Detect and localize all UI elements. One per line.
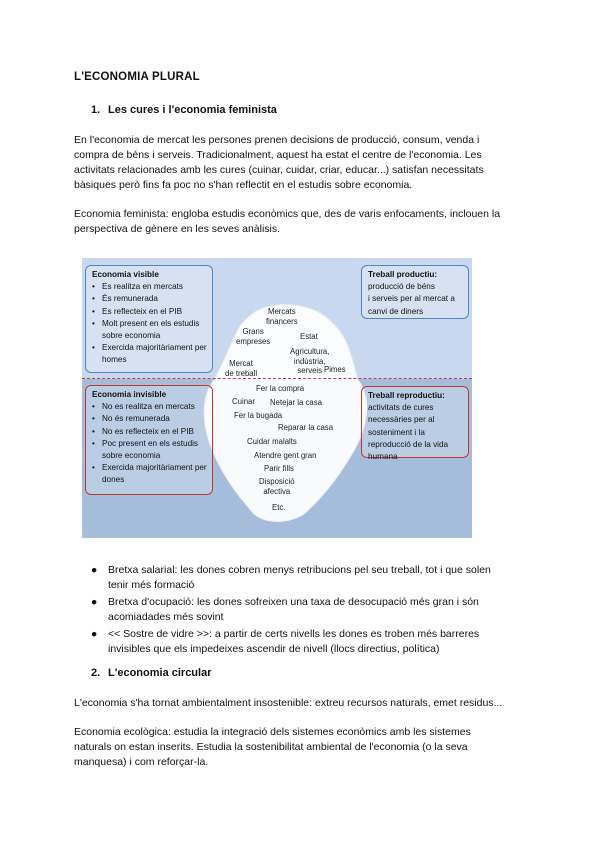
text-line: activitats de cures: [368, 403, 434, 413]
list-item: [91, 595, 531, 625]
list-item: [91, 563, 531, 593]
label-reparar: Reparar la casa: [278, 423, 334, 432]
list-item: • Exercida majoritàriament per homes: [92, 342, 207, 366]
label-cuinar: Cuinar: [232, 397, 255, 406]
text-line: producció de béns: [368, 282, 435, 292]
label-mercat-treball: [225, 359, 257, 378]
text-line: necessàries per al: [368, 415, 435, 425]
text-line: En l'economia de mercat les persones prenen decisions de producció, consum, venda i: [74, 134, 480, 146]
section-number: 2.: [91, 667, 101, 679]
text-line: << Sostre de vidre >>: a partir de certs nivells les dones es troben més barreres: [108, 628, 480, 640]
label-parir-fills: Parir fills: [264, 464, 294, 473]
text-line: Economia ecològica: estudia la integració dels sistemes econòmics amb les sistemes: [74, 726, 471, 738]
list-item: • No és remunerada: [92, 413, 207, 425]
text-line: tenir més formació: [108, 579, 195, 591]
list-item: • És remunerada: [92, 293, 207, 305]
paragraph-ecological-economy: [74, 725, 534, 770]
label-line: de treball: [225, 368, 258, 378]
text-line: reproducció de la vida: [368, 439, 449, 449]
document-title: L'ECONOMIA PLURAL: [74, 71, 200, 83]
paragraph-market-economy: [74, 133, 534, 193]
text-line: invisibles que els impedeixes ascendir de nivell (llocs directius, política): [108, 643, 440, 655]
label-etc: Etc.: [272, 503, 286, 512]
paragraph-unsustainable: [74, 696, 534, 711]
section-title: L'economia circular: [108, 667, 212, 679]
label-fer-la-compra: Fer la compra: [256, 384, 305, 393]
bullet-icon: ●: [91, 628, 98, 640]
box-title: Economia visible: [92, 270, 159, 279]
bullet-icon: ●: [91, 596, 98, 608]
list-item: • Es reflecteix en el PIB: [92, 306, 207, 318]
bullet-list: [91, 563, 531, 659]
text-line: Bretxa salarial: les dones cobren menys retribucions pel seu treball, tot i que solen: [108, 564, 491, 576]
text-line: L'economia s'ha tornat ambientalment insostenible: extreu recursos naturals, emet residus...: [74, 697, 503, 709]
text-line: compra de béns i serveis. Tradicionalment, aquest ha estat el centre de l'economia. Les: [74, 149, 482, 161]
label-line: afectiva: [263, 486, 291, 496]
list-item: • Exercida majoritàriament per dones: [92, 462, 207, 486]
label-line: Disposició: [259, 477, 295, 486]
text-line: humana: [368, 452, 398, 462]
label-line: empreses: [236, 336, 271, 346]
label-line: Agricultura,: [290, 347, 330, 356]
text-line: bàsiques però fins fa poc no s'han reflectit en el estudis sobre economia.: [74, 179, 413, 191]
list-item: • No es reflecteix en el PIB: [92, 426, 207, 438]
text-line: Economia feminista: engloba estudis econòmics que, des de varis enfocaments, inclouen la: [74, 208, 501, 220]
label-estat: Estat: [300, 332, 318, 341]
box-title: Treball productiu:: [368, 270, 438, 279]
waterline: [82, 378, 472, 379]
box-title: Economia invisible: [92, 390, 167, 399]
text-line: sosteniment i la: [368, 427, 425, 437]
text-line: manquesa) i com reforçar-la.: [74, 756, 209, 768]
text-line: i serveis per al mercat a: [368, 294, 455, 304]
bullet-icon: ●: [91, 564, 98, 576]
invisible-economy-box: [85, 385, 213, 495]
label-line: Mercat: [229, 359, 253, 368]
visible-economy-box: [85, 265, 213, 373]
label-cuidar-malalts: Cuidar malalts: [247, 437, 297, 446]
reproductive-work-box: [361, 386, 469, 462]
label-line: indústria,: [293, 356, 326, 366]
section-heading-2: [91, 667, 212, 679]
list-item: • Es realitza en mercats: [92, 281, 207, 293]
label-fer-bugada: Fer la bugada: [234, 411, 283, 420]
text-line: perspectiva de gènere en les seves anàlisis.: [74, 223, 281, 235]
label-mercats-financers: [266, 307, 298, 326]
section-number: 1.: [91, 104, 101, 116]
label-grans-empreses: [236, 327, 270, 346]
label-pimes: Pimes: [324, 365, 346, 374]
list-item: [91, 627, 531, 657]
text-line: acomiadades més sovint: [108, 611, 224, 623]
iceberg-diagram: [82, 258, 472, 538]
label-line: Grans: [242, 327, 264, 336]
label-netejar: Netejar la casa: [270, 398, 323, 407]
text-line: activitats relacionades amb les cures (cuinar, cuidar, criar, educar...) satisfan necessitats: [74, 164, 484, 176]
paragraph-feminist-economy: [74, 207, 534, 237]
list-item: • No es realitza en mercats: [92, 401, 207, 413]
list-item: • Poc present en els estudis sobre economia: [92, 438, 207, 462]
section-heading-1: [91, 104, 277, 116]
list-item: • Molt present en els estudis sobre economia: [92, 318, 207, 342]
label-atendre-gent-gran: Atendre gent gran: [254, 451, 317, 460]
section-title: Les cures i l'economia feminista: [108, 104, 277, 116]
label-line: serveis: [297, 366, 323, 375]
text-line: canvi de diners: [368, 306, 424, 316]
productive-work-box: [361, 265, 469, 319]
label-disposicio: [259, 477, 295, 496]
box-title: Treball reproductiu:: [368, 391, 445, 400]
text-line: naturals on estan inserits. Estudia la sostenibilitat ambiental de l'economia (o la seva: [74, 741, 468, 753]
text-line: Bretxa d'ocupació: les dones sofreixen una taxa de desocupació més gran i són: [108, 596, 479, 608]
label-line: Mercats: [267, 307, 296, 316]
label-line: financers: [266, 316, 298, 326]
